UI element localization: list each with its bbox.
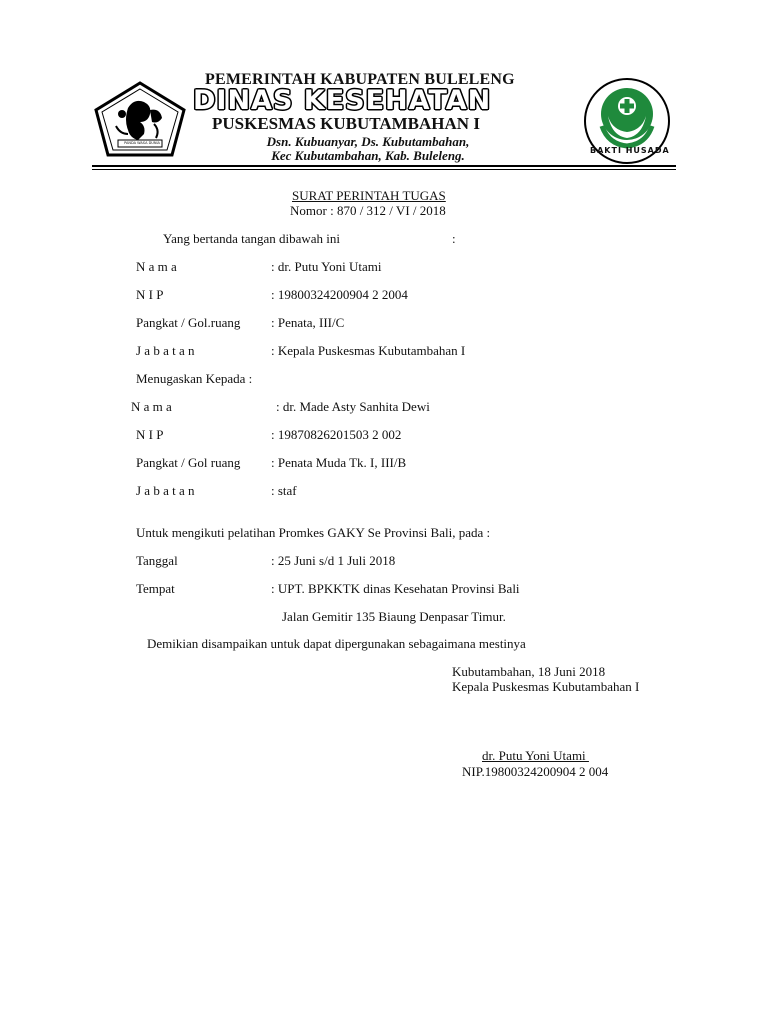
header-rule-thin [92, 169, 676, 170]
place-label: Tempat [136, 581, 175, 596]
header-rule-thick [92, 165, 676, 167]
signer-rank-value: : Penata, III/C [271, 315, 345, 330]
intro-text: Yang bertanda tangan dibawah ini [163, 231, 341, 246]
signer-rank-label: Pangkat / Gol.ruang [136, 315, 241, 330]
assign-label: Menugaskan Kepada : [136, 371, 253, 386]
header-government: PEMERINTAH KABUPATEN BULELENG [205, 71, 515, 88]
signer-position-label: J a b a t a n [136, 343, 195, 358]
letter-number: Nomor : 870 / 312 / VI / 2018 [290, 203, 446, 218]
signature-nip: NIP.19800324200904 2 004 [462, 764, 609, 779]
purpose-text: Untuk mengikuti pelatihan Promkes GAKY Se Provinsi Bali, pada : [136, 525, 491, 540]
header-address-1: Dsn. Kubuanyar, Ds. Kubutambahan, [266, 134, 470, 149]
date-value: : 25 Juni s/d 1 Juli 2018 [271, 553, 396, 568]
place-date: Kubutambahan, 18 Juni 2018 [452, 664, 606, 679]
assignee-position-value: : staf [271, 483, 297, 498]
header-address-2: Kec Kubutambahan, Kab. Buleleng. [271, 148, 465, 163]
assignee-rank-value: : Penata Muda Tk. I, III/B [271, 455, 407, 470]
signer-nip-label: N I P [136, 287, 164, 302]
assignee-position-label: J a b a t a n [136, 483, 195, 498]
signature-name: dr. Putu Yoni Utami [482, 748, 589, 763]
assignee-rank-label: Pangkat / Gol ruang [136, 455, 241, 470]
assignee-nip-label: N I P [136, 427, 164, 442]
date-label: Tanggal [136, 553, 178, 568]
signer-nip-value: : 19800324200904 2 2004 [271, 287, 408, 302]
assignee-name-label: N a m a [131, 399, 172, 414]
intro-colon: : [452, 231, 456, 246]
signer-position-value: : Kepala Puskesmas Kubutambahan I [271, 343, 466, 358]
bakti-husada-logo [582, 76, 672, 166]
closing-text: Demikian disampaikan untuk dapat dipergunakan sebagaimana mestinya [147, 636, 526, 651]
header-puskesmas: PUSKESMAS KUBUTAMBAHAN I [212, 114, 480, 133]
bakti-husada-text: BAKTI HUSADA [590, 146, 670, 155]
letter-title: SURAT PERINTAH TUGAS [292, 188, 446, 203]
header-dinas: DINAS KESEHATAN [193, 85, 492, 116]
buleleng-emblem [92, 80, 188, 158]
place-address: Jalan Gemitir 135 Biaung Denpasar Timur. [282, 609, 506, 624]
assignee-nip-value: : 19870826201503 2 002 [271, 427, 402, 442]
assignee-name-value: : dr. Made Asty Sanhita Dewi [276, 399, 430, 414]
emblem-ribbon: PANDA WASA DUNIA [124, 141, 160, 145]
place-value: : UPT. BPKKTK dinas Kesehatan Provinsi Bali [271, 581, 520, 596]
signature-position: Kepala Puskesmas Kubutambahan I [452, 679, 640, 694]
signer-name-value: : dr. Putu Yoni Utami [271, 259, 382, 274]
signer-name-label: N a m a [136, 259, 177, 274]
